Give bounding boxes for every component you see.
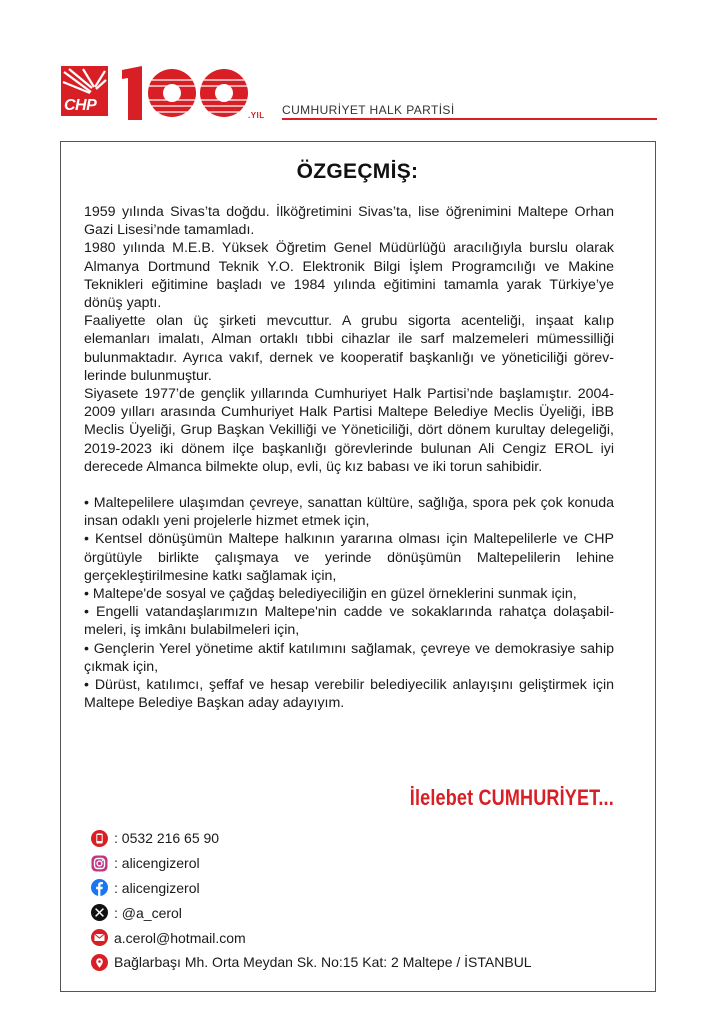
facebook-icon	[91, 879, 108, 896]
party-name: CUMHURİYET HALK PARTİSİ	[282, 103, 455, 117]
contact-phone	[91, 826, 532, 851]
contact-x-text: : @a_cerol	[114, 904, 182, 921]
contact-facebook-text: : alicengizerol	[114, 879, 200, 896]
contact-list	[91, 826, 532, 975]
goal-bullet: • Kentsel dönüşümün Maltepe halkının yararına olması için Maltepelilerle ve CHP örgütüyle birlikte çalışmaya ve yerinde dönüşümün Maltepelilerin lehine gerçekleştirilmesine katkı sağlamak için,	[84, 531, 614, 584]
contact-x	[91, 900, 532, 925]
instagram-icon	[91, 855, 108, 872]
contact-phone-text: : 0532 216 65 90	[114, 830, 220, 847]
email-icon	[91, 929, 108, 946]
bio-paragraph: Faaliyette olan üç şirketi mevcuttur. A grubu sigorta acenteliği, inşaat kalıp elemanları imalatı, Alman ortaklı tıbbi cihazlar ile sarf malzemeleri mümessilliği bulunmaktadır. Ayrıca vakıf, dernek ve kooperatif başkanlığı ve yöneticiliği görev-lerinde bulunmuştur.	[84, 313, 614, 384]
bio-paragraph: 1980 yılında M.E.B. Yüksek Öğretim Genel Müdürlüğü aracılığıyla burslu olarak Almanya Dortmund Teknik Y.O. Elektronik Bilgi İşlem Programcılığı ve Makine Teknikleri eğitimine başladı ve 1984 yılında eğitimini tamamla yarak Türkiye’ye dönüş yaptı.	[84, 240, 614, 312]
anniversary-suffix: .YIL	[248, 111, 265, 120]
biography-text	[84, 203, 614, 712]
x-icon	[91, 904, 108, 921]
contact-facebook	[91, 876, 532, 901]
goal-bullet: • Maltepe'de sosyal ve çağdaş belediyeciliğin en güzel örneklerini sunmak için,	[84, 586, 577, 603]
bio-paragraph: Siyasete 1977’de gençlik yıllarında Cumhuriyet Halk Partisi’nde başlamıştır. 2004-2009 yılları arasında Cumhuriyet Halk Partisi Maltepe Belediye Meclis Üyeliği, İBB Meclis Üyeliği, Grup Başkan Vekilliği ve Yöneticiliği, dört dönem kurultay delegeliği, 2019-2023 iki dönem ilçe başkanlığı görevlerinde bulunan Ali Cengiz EROL iyi derecede Almanca bilmekte olup, evli, üç kız babası ve iki torun sahibidir.	[84, 386, 614, 475]
contact-address	[91, 950, 532, 975]
anniversary-100-logo	[120, 66, 260, 122]
slogan: İlelebet CUMHURİYET...	[409, 785, 614, 810]
goal-bullet: • Engelli vatandaşlarımızın Maltepe'nin cadde ve sokaklarında rahatça dolaşabil-meleri, iş imkânı bulabilmeleri için,	[84, 604, 614, 639]
page-title: ÖZGEÇMİŞ:	[296, 160, 419, 183]
goal-bullet: • Gençlerin Yerel yönetime aktif katılımını sağlamak, çevreye ve demokrasiye sahip çıkmak için,	[84, 640, 614, 675]
goal-bullet: • Dürüst, katılımcı, şeffaf ve hesap verebilir belediyecilik anlayışını geliştirmek için Maltepe Belediye Başkan aday adayıyım.	[84, 677, 614, 712]
paragraph-gap	[84, 476, 614, 494]
goal-bullet: • Maltepelilere ulaşımdan çevreye, sanattan kültüre, sağlığa, spora pek çok konuda insan odaklı yeni projelerle hizmet etmek için,	[84, 495, 614, 530]
contact-instagram	[91, 851, 532, 876]
chp-logo	[61, 66, 108, 116]
contact-instagram-text: : alicengizerol	[114, 855, 200, 872]
header-divider	[282, 118, 657, 120]
contact-email	[91, 925, 532, 950]
chp-logo-text: CHP	[64, 97, 97, 114]
contact-email-text: a.cerol@hotmail.com	[114, 929, 246, 946]
contact-address-text: Bağlarbaşı Mh. Orta Meydan Sk. No:15 Kat: 2 Maltepe / İSTANBUL	[114, 954, 532, 971]
location-icon	[91, 954, 108, 971]
phone-icon	[91, 830, 108, 847]
bio-paragraph: 1959 yılında Sivas’ta doğdu. İlköğretimini Sivas’ta, lise öğrenimini Maltepe Orhan Gazi Lisesi’nde tamamladı.	[84, 204, 614, 239]
